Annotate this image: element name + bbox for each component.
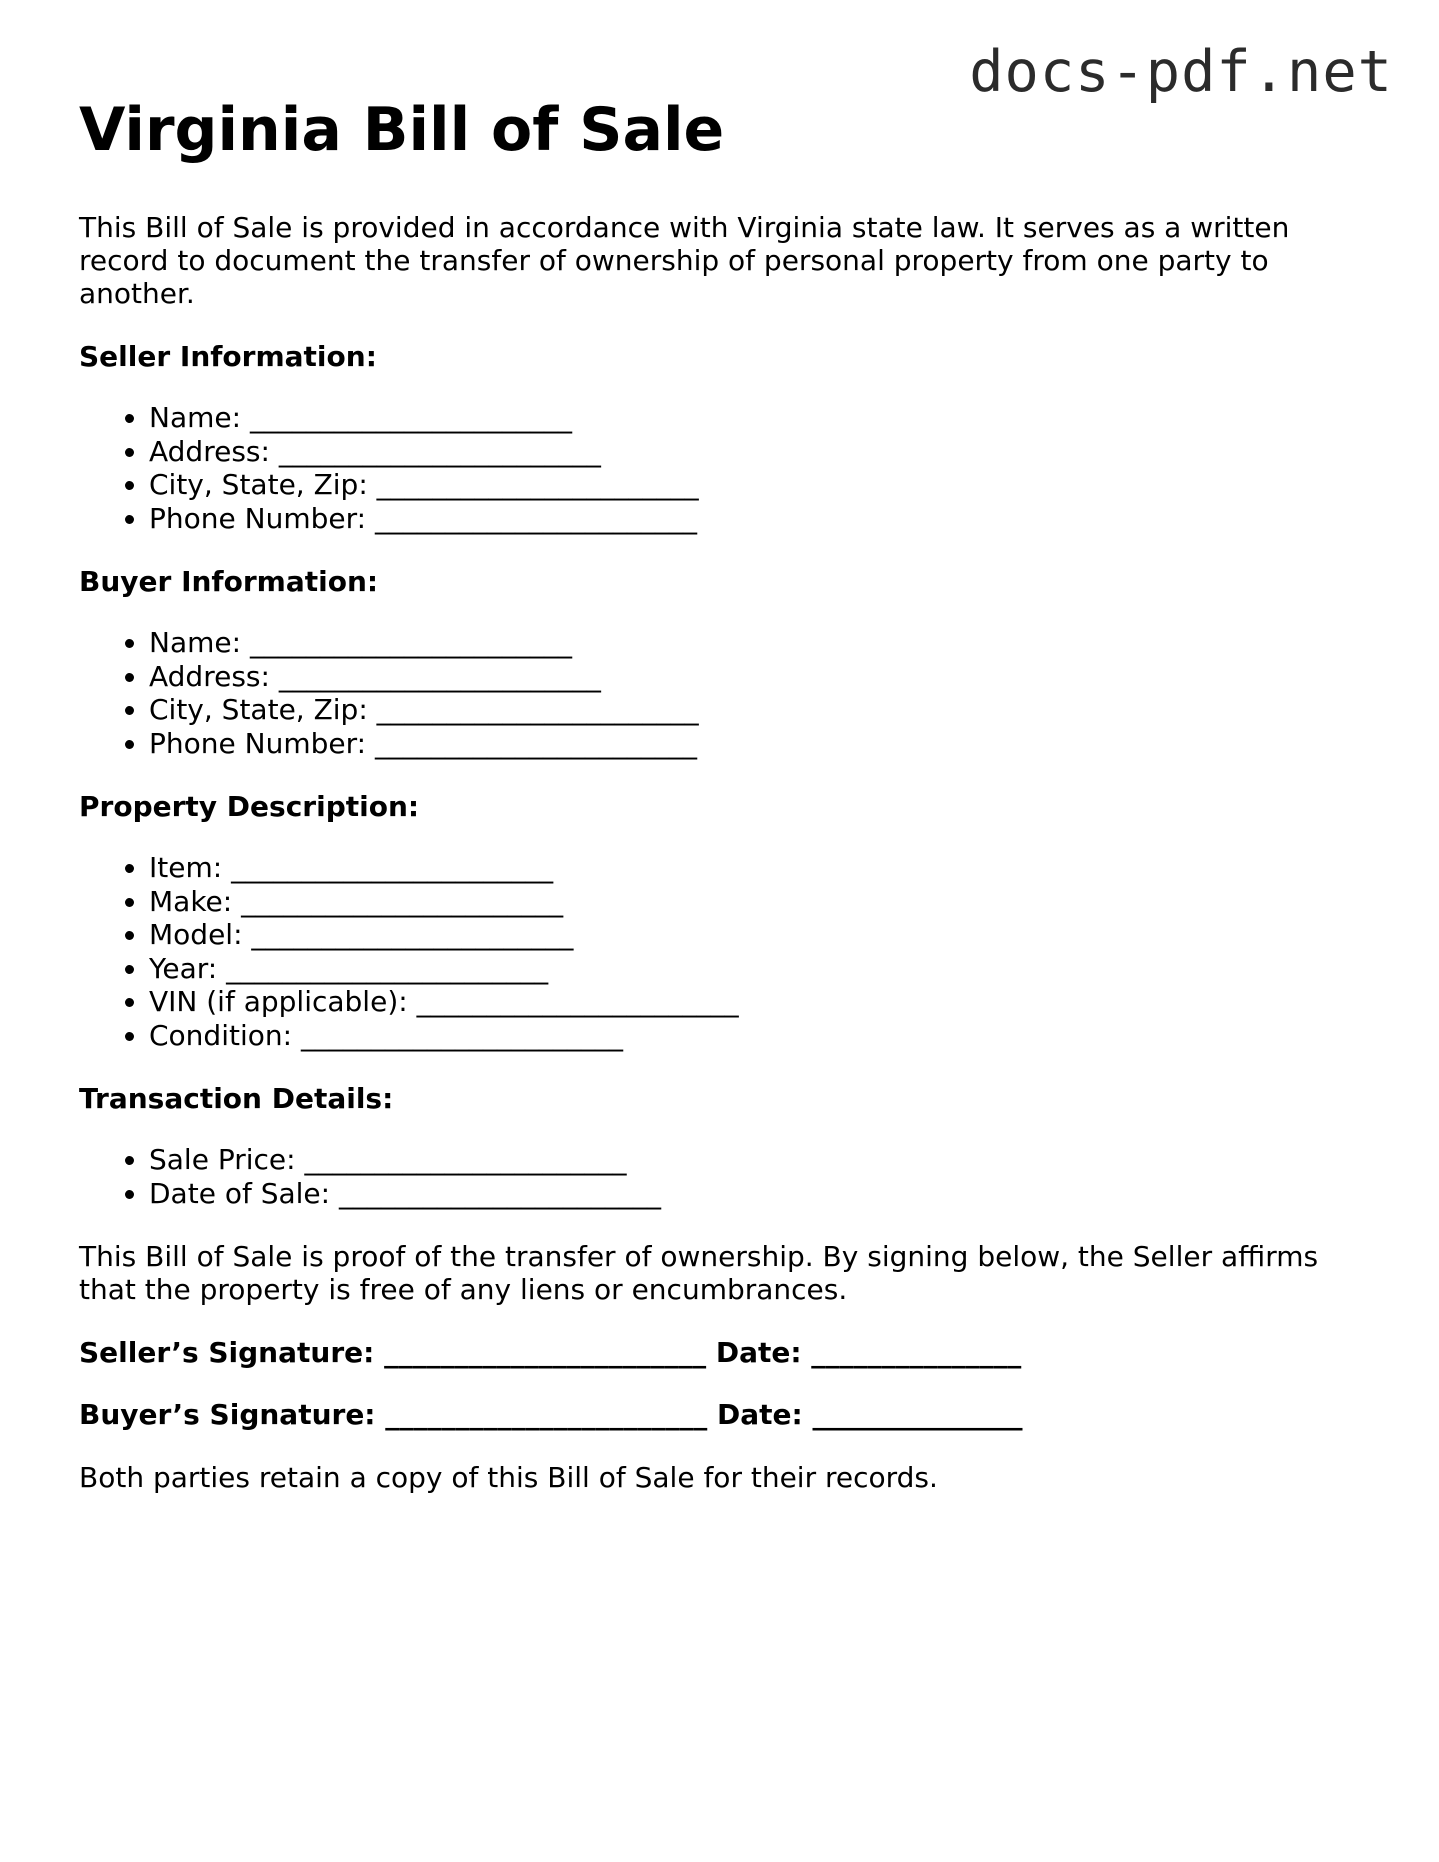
buyer-name-field: • Name: _______________________ xyxy=(149,626,1369,660)
property-condition-field: • Condition: _______________________ xyxy=(149,1019,1369,1053)
closing-statement: Both parties retain a copy of this Bill of Sale for their records. xyxy=(79,1461,938,1494)
property-year-field: • Year: _______________________ xyxy=(149,952,1369,986)
buyer-address-field: • Address: _______________________ xyxy=(149,660,1369,694)
seller-address-field: • Address: _______________________ xyxy=(149,435,1369,469)
property-make-field: • Make: _______________________ xyxy=(149,885,1369,919)
watermark: docs-pdf.net xyxy=(969,39,1393,105)
buyer-signature-line: Buyer’s Signature: _______________________ Date: _______________ xyxy=(79,1398,1023,1431)
property-model-field: • Model: _______________________ xyxy=(149,918,1369,952)
transaction-fields-list xyxy=(79,1143,1369,1210)
seller-section-heading: Seller Information: xyxy=(79,340,377,373)
property-item-field: • Item: _______________________ xyxy=(149,851,1369,885)
document-page xyxy=(79,96,1369,1494)
seller-name-field: • Name: _______________________ xyxy=(149,401,1369,435)
buyer-fields-list xyxy=(79,626,1369,760)
buyer-section-heading: Buyer Information: xyxy=(79,565,379,598)
proof-statement: This Bill of Sale is proof of the transfer of ownership. By signing below, the Seller affirms that the property is free of any liens or encumbrances. xyxy=(79,1240,1319,1306)
seller-fields-list xyxy=(79,401,1369,535)
intro-paragraph: This Bill of Sale is provided in accordance with Virginia state law. It serves as a written record to document the transfer of ownership of personal property from one party to another. xyxy=(79,211,1290,310)
seller-phone-field: • Phone Number: _______________________ xyxy=(149,502,1369,536)
seller-signature-line: Seller’s Signature: _______________________ Date: _______________ xyxy=(79,1336,1022,1369)
seller-city-state-zip-field: • City, State, Zip: _______________________ xyxy=(149,468,1369,502)
property-section-heading: Property Description: xyxy=(79,790,420,823)
buyer-phone-field: • Phone Number: _______________________ xyxy=(149,727,1369,761)
property-vin-field: • VIN (if applicable): _______________________ xyxy=(149,985,1369,1019)
date-of-sale-field: • Date of Sale: _______________________ xyxy=(149,1177,1369,1211)
property-fields-list xyxy=(79,851,1369,1052)
transaction-section-heading: Transaction Details: xyxy=(79,1082,394,1115)
buyer-city-state-zip-field: • City, State, Zip: _______________________ xyxy=(149,693,1369,727)
page-title: Virginia Bill of Sale xyxy=(79,95,725,165)
sale-price-field: • Sale Price: _______________________ xyxy=(149,1143,1369,1177)
